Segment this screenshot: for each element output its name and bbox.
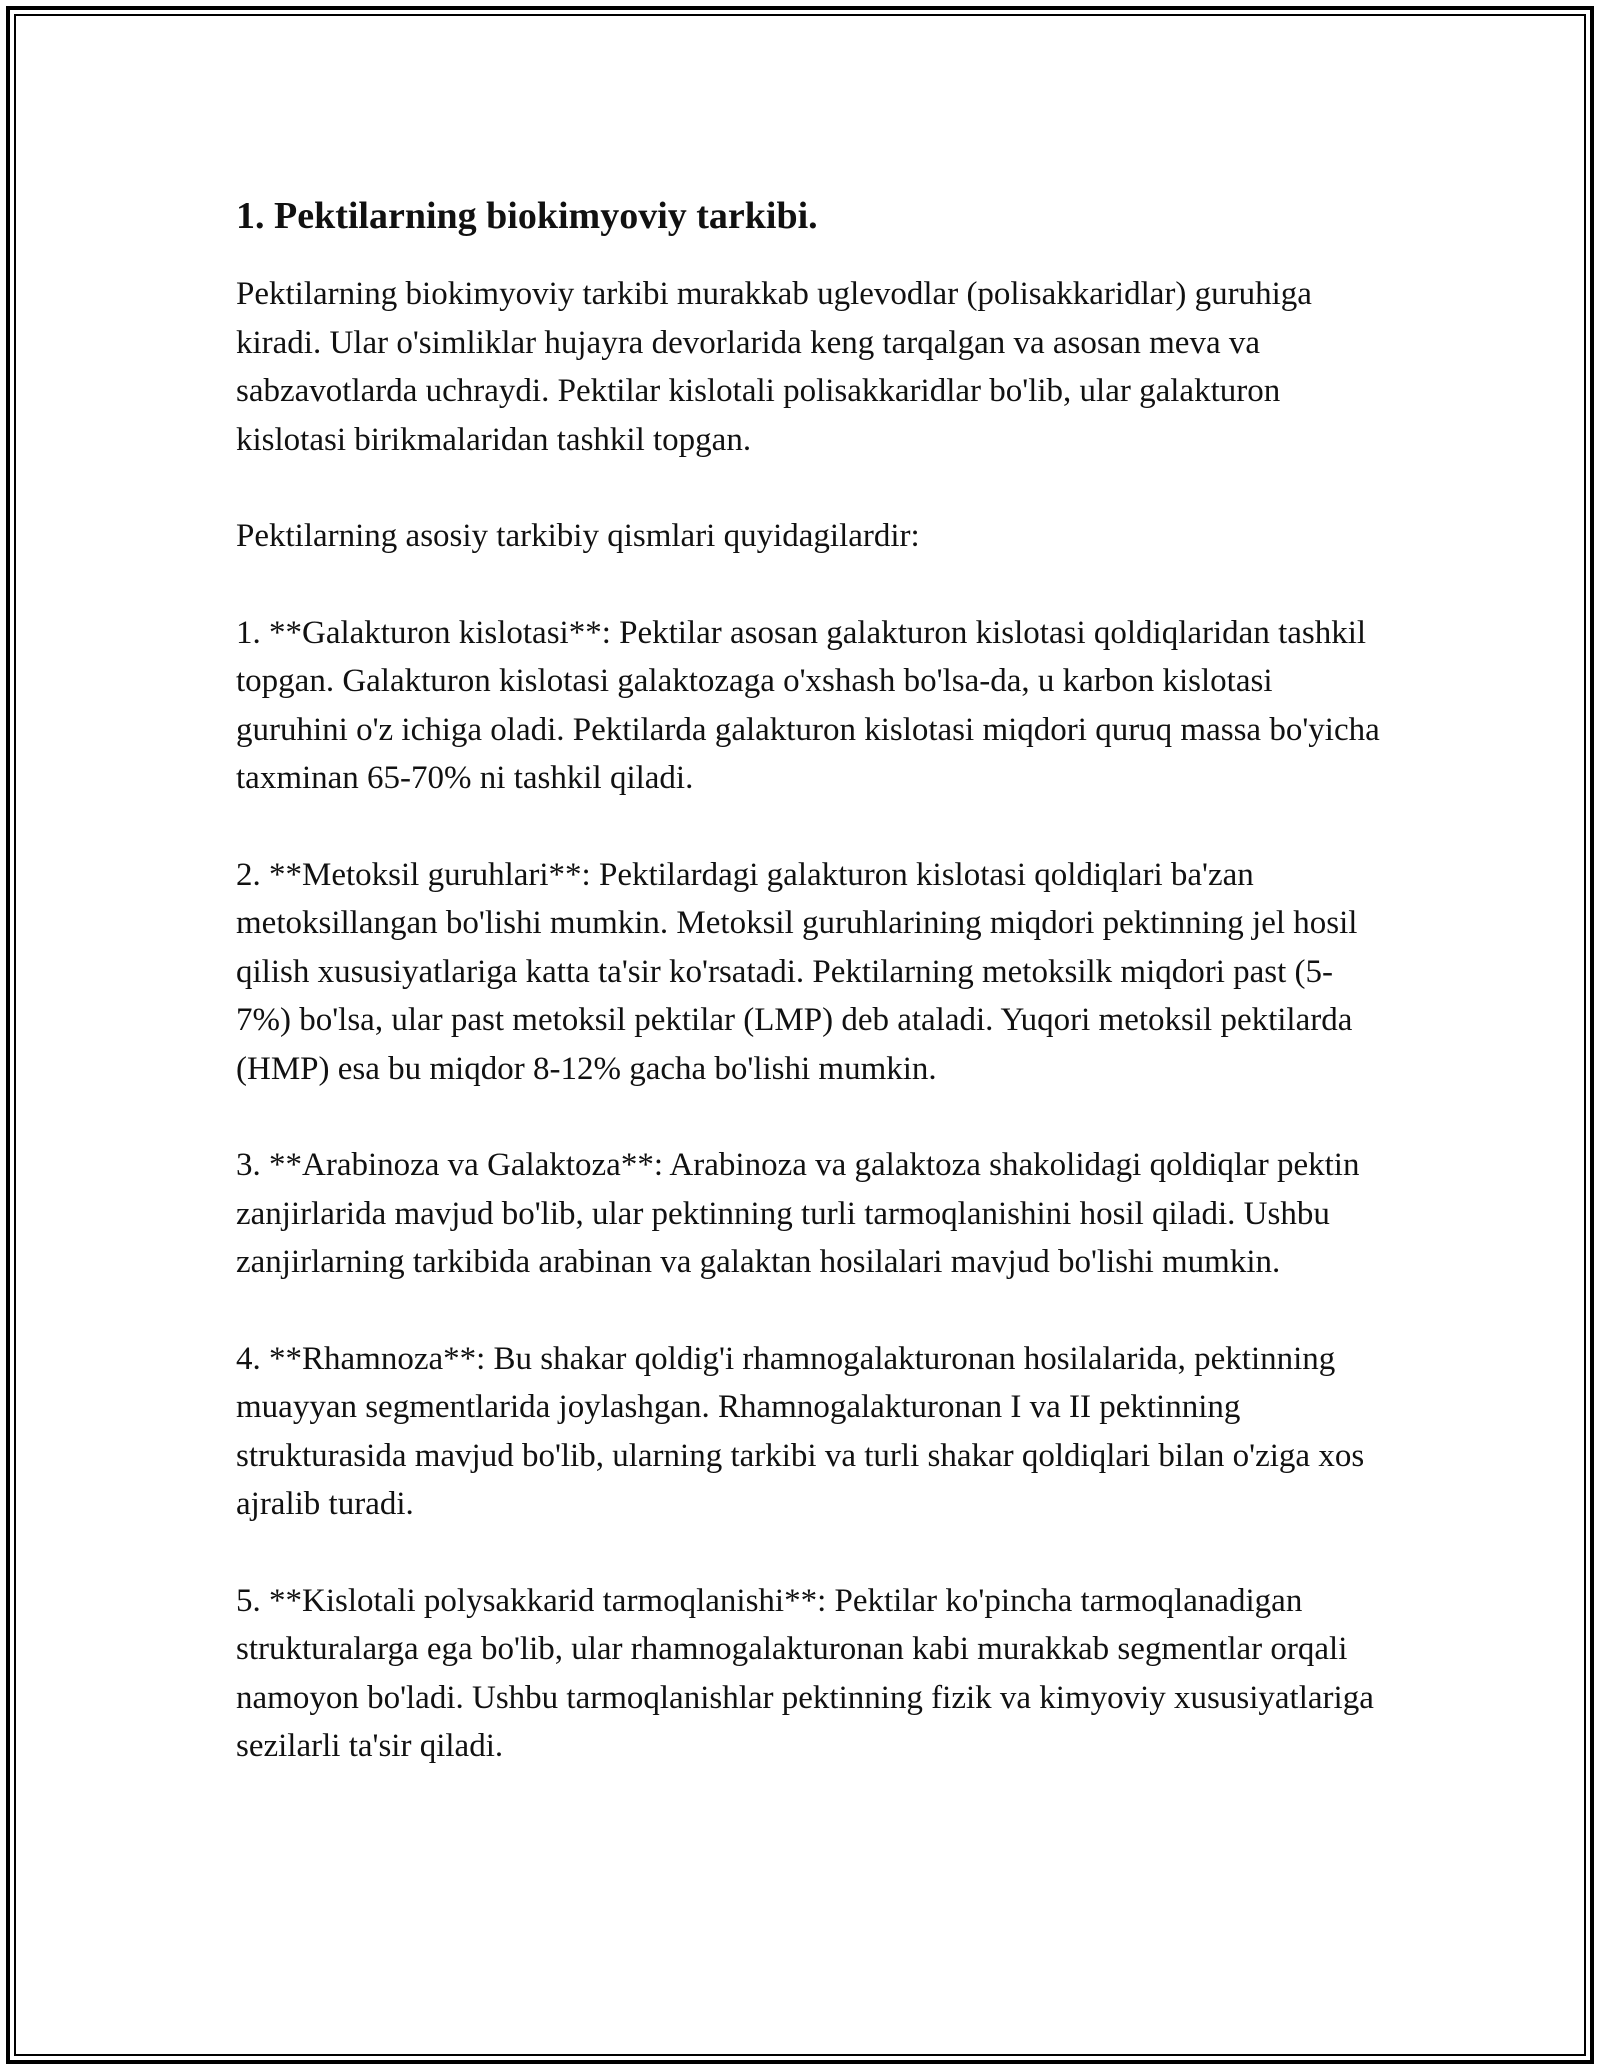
section-heading: 1. Pektilarning biokimyoviy tarkibi. bbox=[236, 195, 818, 237]
list-item-rhamnoza: 4. **Rhamnoza**: Bu shakar qoldig'i rhamnogalakturonan hosilalarida, pektinning muayyan segmentlarida joylashgan. Rhamnogalakturonan I va II pektinning strukturasida mavjud bo'lib, ularning tarkibi va turli shakar qoldiqlari bilan o'ziga xos ajralib turadi. bbox=[236, 1340, 1365, 1522]
components-intro-paragraph: Pektilarning asosiy tarkibiy qismlari quyidagilardir: bbox=[236, 518, 920, 554]
document-body bbox=[236, 188, 1386, 1771]
list-item-arabinoza: 3. **Arabinoza va Galaktoza**: Arabinoza va galaktoza shakolidagi qoldiqlar pektin zanjirlarida mavjud bo'lib, ular pektinning turli tarmoqlanishini hosil qiladi. Ushbu zanjirlarning tarkibida arabinan va galaktan hosilalari mavjud bo'lishi mumkin. bbox=[236, 1147, 1360, 1280]
list-item-tarmoqlanish: 5. **Kislotali polysakkarid tarmoqlanishi**: Pektilar ko'pincha tarmoqlanadigan strukturalarga ega bo'lib, ular rhamnogalakturonan kabi murakkab segmentlar orqali namoyon bo'ladi. Ushbu tarmoqlanishlar pektinning fizik va kimyoviy xususiyatlariga sezilarli ta'sir qiladi. bbox=[236, 1582, 1374, 1764]
intro-paragraph: Pektilarning biokimyoviy tarkibi murakkab uglevodlar (polisakkaridlar) guruhiga kiradi. Ular o'simliklar hujayra devorlarida keng tarqalgan va asosan meva va sabzavotlarda uchraydi. Pektilar kislotali polisakkaridlar bo'lib, ular galakturon kislotasi birikmalaridan tashkil topgan. bbox=[236, 276, 1312, 458]
list-item-galakturon: 1. **Galakturon kislotasi**: Pektilar asosan galakturon kislotasi qoldiqlaridan tashkil topgan. Galakturon kislotasi galaktozaga o'xshash bo'lsa-da, u karbon kislotasi guruhini o'z ichiga oladi. Pektilarda galakturon kislotasi miqdori quruq massa bo'yicha taxminan 65-70% ni tashkil qiladi. bbox=[236, 614, 1380, 796]
list-item-metoksil: 2. **Metoksil guruhlari**: Pektilardagi galakturon kislotasi qoldiqlari ba'zan metoksillangan bo'lishi mumkin. Metoksil guruhlarining miqdori pektinning jel hosil qilish xususiyatlariga katta ta'sir ko'rsatadi. Pektilarning metoksilk miqdori past (5-7%) bo'lsa, ular past metoksil pektilar (LMP) deb ataladi. Yuqori metoksil pektilarda (HMP) esa bu miqdor 8-12% gacha bo'lishi mumkin. bbox=[236, 856, 1358, 1087]
